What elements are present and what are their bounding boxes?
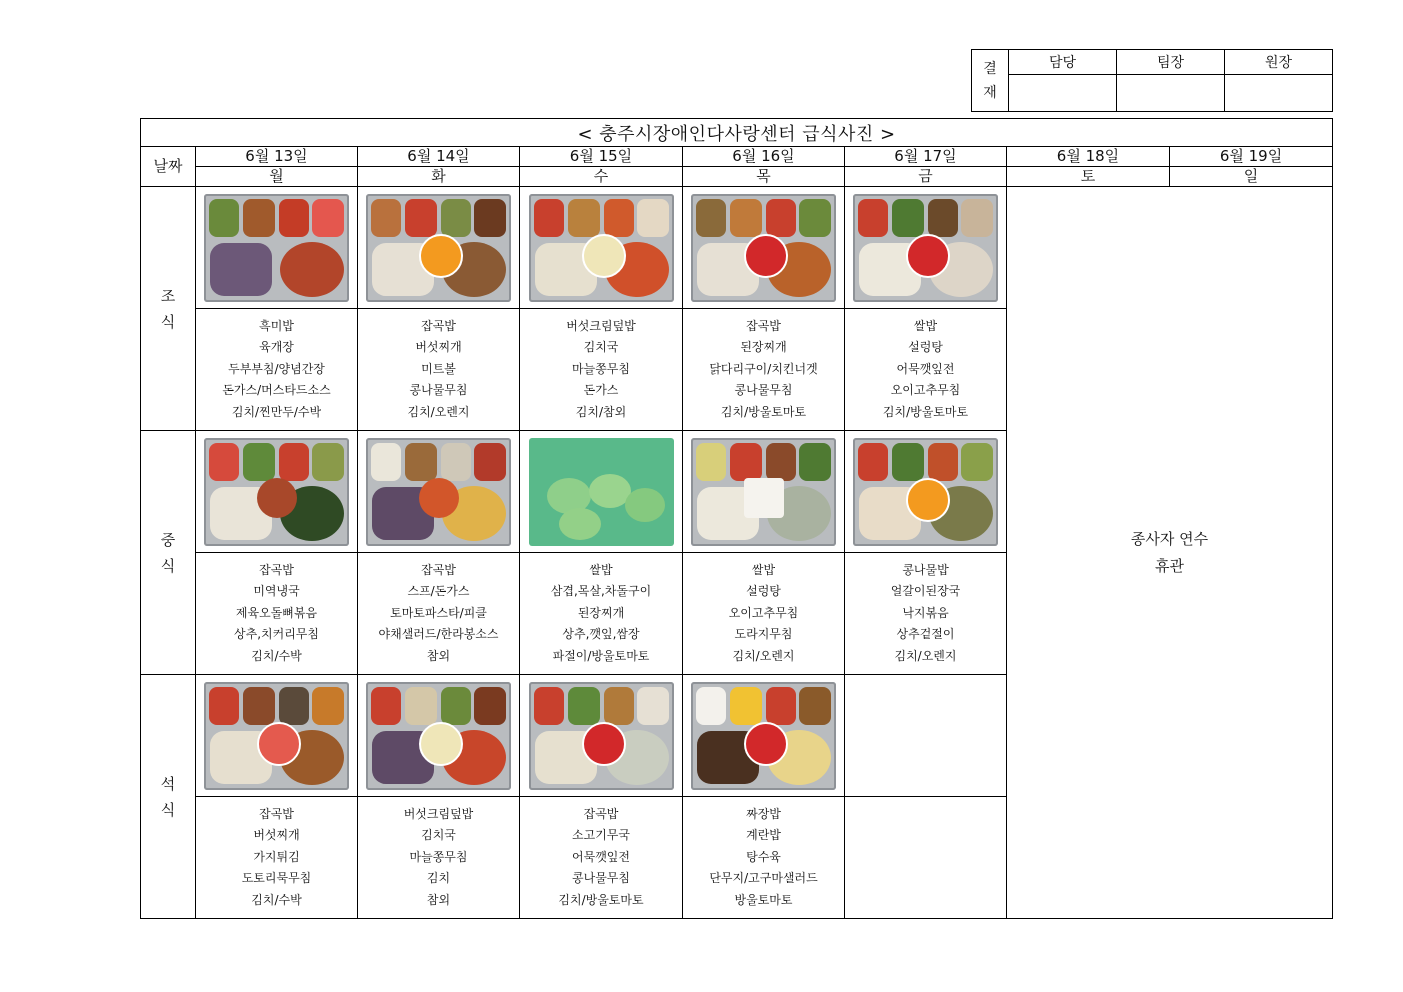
menu-item: 삼겹,목살,차돌구이 bbox=[550, 584, 652, 599]
food-tray-photo bbox=[691, 682, 836, 790]
approval-label-bottom: 재 bbox=[983, 84, 997, 101]
menu-item: 짜장밥 bbox=[746, 806, 781, 821]
food-tray-photo bbox=[529, 438, 674, 546]
meal-photo-table bbox=[140, 118, 1333, 919]
menu-item: 토마토파스타/피클 bbox=[390, 605, 487, 620]
menu-item: 버섯찌개 bbox=[415, 340, 462, 355]
menu-item: 버섯크림덮밥 bbox=[566, 318, 636, 333]
menu-item: 도라지무침 bbox=[734, 627, 793, 642]
meal-photo[interactable] bbox=[358, 187, 520, 309]
menu-item: 김치/오렌지 bbox=[732, 648, 795, 663]
menu-cell bbox=[520, 797, 683, 919]
menu-cell bbox=[683, 309, 845, 431]
menu-item: 파절이/방울토마토 bbox=[552, 648, 650, 663]
menu-item: 쌀밥 bbox=[589, 562, 613, 577]
menu-item: 육개장 bbox=[259, 340, 294, 355]
menu-item: 소고기무국 bbox=[572, 828, 630, 843]
menu-item: 김치국 bbox=[421, 828, 456, 843]
weekday-cell: 월 bbox=[196, 167, 358, 187]
meal-photo[interactable] bbox=[196, 431, 358, 553]
meal-photo[interactable] bbox=[196, 675, 358, 797]
menu-item: 얼갈이된장국 bbox=[890, 584, 961, 599]
menu-item: 어묵깻잎전 bbox=[896, 361, 955, 376]
meal-photo[interactable] bbox=[520, 187, 683, 309]
meal-label-breakfast bbox=[141, 187, 196, 431]
menu-item: 낙지볶음 bbox=[902, 605, 949, 620]
menu-cell bbox=[683, 797, 845, 919]
menu-item: 상추,치커리무침 bbox=[234, 627, 319, 642]
date-label: 날짜 bbox=[141, 147, 196, 187]
menu-item: 상추,깻잎,쌈장 bbox=[562, 627, 640, 642]
meal-label-char: 식 bbox=[160, 312, 176, 331]
date-cell: 6월 18일 bbox=[1007, 147, 1170, 167]
approval-label bbox=[972, 50, 1009, 112]
menu-item: 잡곡밥 bbox=[421, 318, 456, 333]
weekend-closed-note bbox=[1007, 187, 1333, 919]
food-tray-photo bbox=[366, 438, 511, 546]
menu-item: 닭다리구이/치킨너겟 bbox=[709, 361, 818, 376]
food-tray-photo bbox=[691, 194, 836, 302]
meal-label-char: 중 bbox=[160, 530, 176, 549]
meal-photo[interactable] bbox=[683, 187, 845, 309]
date-cell: 6월 15일 bbox=[520, 147, 683, 167]
menu-item: 방울토마토 bbox=[734, 892, 793, 907]
food-tray-photo bbox=[529, 682, 674, 790]
menu-item: 설렁탕 bbox=[746, 584, 781, 599]
food-tray-photo bbox=[366, 682, 511, 790]
meal-label-dinner bbox=[141, 675, 196, 919]
menu-item: 김치/수박 bbox=[251, 892, 302, 907]
date-cell: 6월 13일 bbox=[196, 147, 358, 167]
menu-item: 콩나물밥 bbox=[902, 562, 949, 577]
menu-item: 스프/돈가스 bbox=[407, 584, 470, 599]
empty-photo-cell bbox=[845, 675, 1007, 797]
weekend-note-line: 종사자 연수 bbox=[1130, 529, 1209, 548]
meal-label-char: 석 bbox=[160, 774, 176, 793]
approval-label-top: 결 bbox=[983, 60, 997, 77]
weekday-cell: 수 bbox=[520, 167, 683, 187]
menu-item: 버섯찌개 bbox=[253, 828, 300, 843]
weekday-cell: 목 bbox=[683, 167, 845, 187]
weekday-cell: 일 bbox=[1170, 167, 1333, 187]
empty-menu-cell bbox=[845, 797, 1007, 919]
menu-cell bbox=[520, 309, 683, 431]
menu-item: 오이고추무침 bbox=[890, 383, 961, 398]
approval-role-manager: 담당 bbox=[1009, 50, 1117, 75]
menu-item: 어묵깻잎전 bbox=[572, 849, 630, 864]
menu-cell bbox=[358, 553, 520, 675]
menu-item: 김치/오렌지 bbox=[894, 648, 957, 663]
menu-item: 가지튀김 bbox=[253, 849, 300, 864]
menu-item: 탕수육 bbox=[746, 849, 781, 864]
approval-role-director: 원장 bbox=[1225, 50, 1333, 75]
menu-item: 쌀밥 bbox=[751, 562, 776, 577]
meal-label-char: 식 bbox=[160, 556, 176, 575]
menu-cell bbox=[196, 309, 358, 431]
food-tray-photo bbox=[204, 682, 349, 790]
meal-photo[interactable] bbox=[358, 431, 520, 553]
menu-cell bbox=[520, 553, 683, 675]
menu-item: 미역냉국 bbox=[253, 584, 300, 599]
approval-sign-manager[interactable] bbox=[1009, 75, 1117, 112]
menu-item: 콩나물무침 bbox=[734, 383, 793, 398]
menu-item: 김치/방울토마토 bbox=[882, 404, 969, 419]
date-cell: 6월 14일 bbox=[358, 147, 520, 167]
weekday-cell: 금 bbox=[845, 167, 1007, 187]
food-tray-photo bbox=[691, 438, 836, 546]
menu-cell bbox=[845, 553, 1007, 675]
menu-item: 쌀밥 bbox=[913, 318, 938, 333]
menu-cell bbox=[358, 797, 520, 919]
menu-item: 도토리묵무침 bbox=[241, 871, 312, 886]
food-tray-photo bbox=[853, 438, 998, 546]
meal-photo[interactable] bbox=[520, 675, 683, 797]
food-tray-photo bbox=[204, 438, 349, 546]
meal-photo[interactable] bbox=[683, 675, 845, 797]
menu-item: 잡곡밥 bbox=[746, 318, 781, 333]
weekday-cell: 토 bbox=[1007, 167, 1170, 187]
food-tray-photo bbox=[366, 194, 511, 302]
menu-item: 김치/오렌지 bbox=[407, 404, 470, 419]
menu-cell bbox=[845, 309, 1007, 431]
food-tray-photo bbox=[529, 194, 674, 302]
meal-label-char: 식 bbox=[160, 800, 176, 819]
menu-item: 잡곡밥 bbox=[259, 806, 294, 821]
menu-item: 마늘쫑무침 bbox=[409, 849, 468, 864]
meal-label-char: 조 bbox=[160, 286, 176, 305]
menu-item: 두부부침/양념간장 bbox=[228, 361, 325, 376]
approval-box bbox=[971, 49, 1333, 112]
menu-item: 된장찌개 bbox=[577, 605, 625, 620]
meal-label-lunch bbox=[141, 431, 196, 675]
food-tray-photo bbox=[853, 194, 998, 302]
weekday-cell: 화 bbox=[358, 167, 520, 187]
date-cell: 6월 19일 bbox=[1170, 147, 1333, 167]
menu-item: 돈가스 bbox=[583, 383, 619, 398]
menu-cell bbox=[196, 797, 358, 919]
menu-item: 흑미밥 bbox=[259, 318, 294, 333]
meal-photo[interactable] bbox=[520, 431, 683, 553]
menu-item: 버섯크림덮밥 bbox=[403, 806, 474, 821]
menu-item: 참외 bbox=[426, 892, 451, 907]
menu-cell bbox=[358, 309, 520, 431]
menu-item: 잡곡밥 bbox=[421, 562, 456, 577]
menu-item: 잡곡밥 bbox=[583, 806, 619, 821]
menu-item: 상추겉절이 bbox=[896, 627, 955, 642]
menu-item: 제육오돌뼈볶음 bbox=[235, 605, 318, 620]
menu-item: 야채샐러드/한라봉소스 bbox=[378, 627, 499, 642]
menu-item: 미트볼 bbox=[421, 361, 456, 376]
date-cell: 6월 17일 bbox=[845, 147, 1007, 167]
meal-photo[interactable] bbox=[358, 675, 520, 797]
date-cell: 6월 16일 bbox=[683, 147, 845, 167]
menu-cell bbox=[683, 553, 845, 675]
meal-photo[interactable] bbox=[196, 187, 358, 309]
menu-item: 설렁탕 bbox=[908, 340, 943, 355]
menu-item: 김치/찐만두/수박 bbox=[231, 404, 322, 419]
menu-item: 김치 bbox=[426, 871, 451, 886]
meal-photo[interactable] bbox=[845, 431, 1007, 553]
approval-role-team-leader: 팀장 bbox=[1117, 50, 1225, 75]
meal-photo[interactable] bbox=[683, 431, 845, 553]
menu-item: 단무지/고구마샐러드 bbox=[709, 871, 818, 886]
menu-cell bbox=[196, 553, 358, 675]
menu-item: 김치/방울토마토 bbox=[558, 892, 644, 907]
page-title: < 충주시장애인다사랑센터 급식사진 > bbox=[141, 119, 1333, 147]
menu-item: 된장찌개 bbox=[740, 340, 787, 355]
meal-photo[interactable] bbox=[845, 187, 1007, 309]
menu-item: 참외 bbox=[426, 648, 451, 663]
menu-item: 김치/참외 bbox=[575, 404, 627, 419]
menu-item: 마늘쫑무침 bbox=[572, 361, 630, 376]
food-tray-photo bbox=[204, 194, 349, 302]
weekend-note-line: 휴관 bbox=[1155, 556, 1184, 575]
menu-item: 오이고추무침 bbox=[728, 605, 799, 620]
menu-item: 잡곡밥 bbox=[259, 562, 294, 577]
approval-sign-director[interactable] bbox=[1225, 75, 1333, 112]
approval-sign-team-leader[interactable] bbox=[1117, 75, 1225, 112]
menu-item: 계란밥 bbox=[746, 828, 781, 843]
menu-item: 김치/방울토마토 bbox=[720, 404, 807, 419]
menu-item: 콩나물무침 bbox=[572, 871, 630, 886]
menu-item: 콩나물무침 bbox=[409, 383, 468, 398]
menu-item: 김치/수박 bbox=[251, 648, 302, 663]
menu-item: 김치국 bbox=[583, 340, 619, 355]
menu-item: 돈가스/머스타드소스 bbox=[222, 383, 331, 398]
